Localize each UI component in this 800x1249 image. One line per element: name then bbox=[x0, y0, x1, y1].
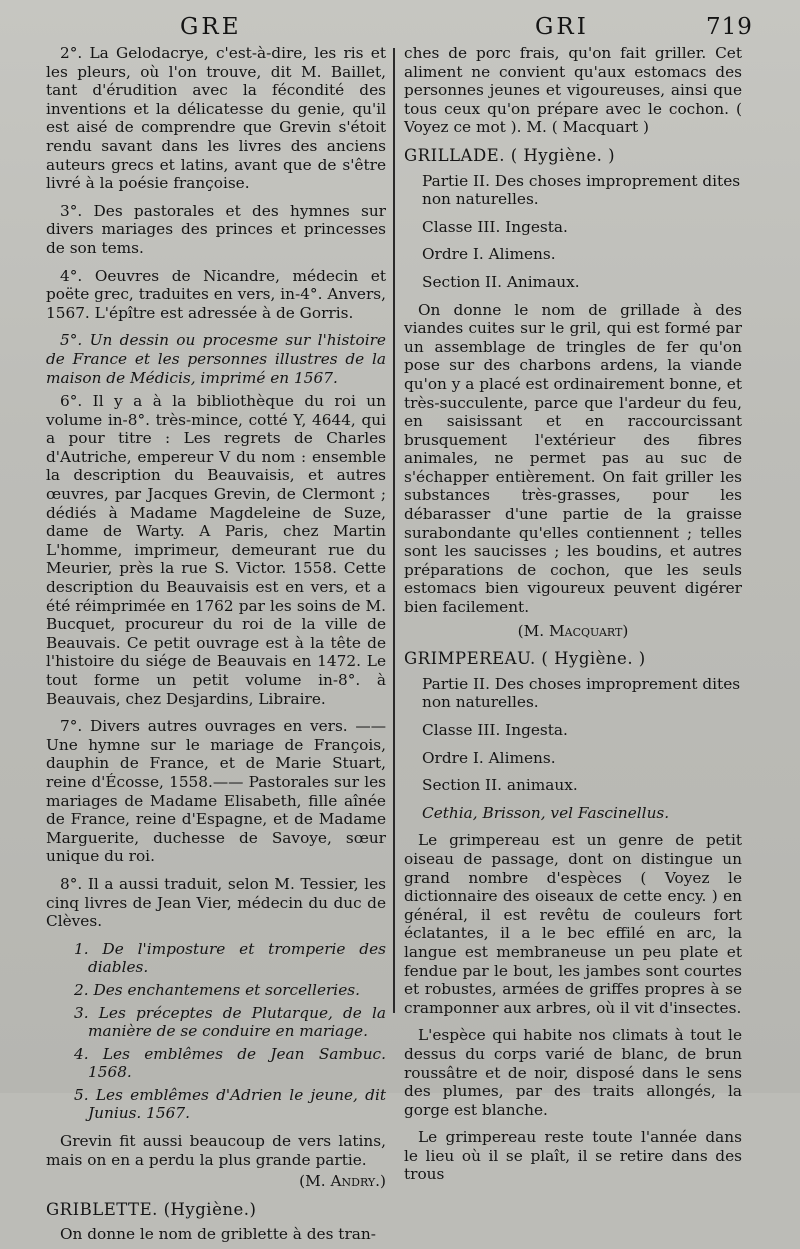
paragraph-espece: L'espèce qui habite nos climats à tout le dessus du corps varié de blanc, de brun roussâtre et de noir, disposé dans le sens des plumes, par des traits allongés, la gorge est blanche. bbox=[404, 1026, 742, 1119]
classification-classe: Classe III. Ingesta. bbox=[422, 217, 568, 236]
paragraph-habitat: Le grimpereau reste toute l'année dans le lieu où il se plaît, il se retire dans des trous bbox=[404, 1128, 742, 1184]
paragraph-traduit: 8°. Il a aussi traduit, selon M. Tessier, les cinq livres de Jean Vier, médecin du duc de Clèves. bbox=[46, 874, 386, 931]
classification-partie: Partie II. Des choses improprement dites non naturelles. bbox=[422, 674, 741, 712]
paragraph-grillade: On donne le nom de grillade à des viandes cuites sur le gril, qui est formé par un assemblage de tringles de fer qu'on pose sur des charbons ardens, la viande qu'on y a placé est ordinairement bonne, et très-succulente, parce que l'ardeur du feu, en saisissant et en raccourcissant brusquement l'extérieur des fibres animales, ne permet pas au suc de s'échapper entièrement. On fait griller les substances très-grasses, pour les débarasser d'une partie de la graisse surabondante qu'elles contiennent ; telles sont les saucisses ; les boudins, et autres préparations de cochon, que les seuls estomacs bien vigoureux peuvent digérer bien facilement. bbox=[404, 300, 742, 617]
paragraph-vers-latins: Grevin fit aussi beaucoup de vers latins, mais on en a perdu la plus grande partie. bbox=[46, 1132, 386, 1169]
list-item: 2. Des enchantemens et sorcelleries. bbox=[74, 980, 360, 999]
list-item: 5. Les emblêmes d'Adrien le jeune, dit Junius. 1567. bbox=[74, 1085, 386, 1123]
list-item: 4. Les emblêmes de Jean Sambuc. 1568. bbox=[74, 1044, 386, 1082]
entry-heading-griblette: GRIBLETTE. (Hygiène.) bbox=[46, 1199, 257, 1219]
entry-heading-grimpereau: GRIMPEREAU. ( Hygiène. ) bbox=[404, 649, 646, 669]
left-column bbox=[46, 44, 386, 1249]
column-divider bbox=[393, 48, 395, 1013]
author-signature: (M. Macquart) bbox=[517, 621, 629, 640]
classification-section: Section II. Animaux. bbox=[422, 272, 580, 291]
running-head-left: GRE bbox=[180, 14, 242, 40]
paragraph-pastorales: 3°. Des pastorales et des hymnes sur divers mariages des princes et princesses de son tems. bbox=[46, 201, 386, 257]
paragraph-grimpereau: Le grimpereau est un genre de petit oiseau de passage, dont on distingue un grand nombre d'espèces ( Voyez le dictionnaire des oiseaux de cette ency. ) en général, il est revêtu de couleurs fort éclatantes, il a le bec effilé en arc, la langue est membraneuse un peu plate et fendue par le bout, les jambes sont courtes et robustes, armées de griffes propres à se cramponner aux arbres, où il vit d'insectes. bbox=[404, 831, 742, 1017]
paragraph-gelodacrye: 2°. La Gelodacrye, c'est-à-dire, les ris et les pleurs, où l'on trouve, dit M. Baillet, tant d'érudition avec la fécondité des inventions et la délicatesse du genie, qu'il est aisé de comprendre que Grevin s'étoit rendu savant dans les livres des anciens auteurs grecs et latins, avant que de s'être livré à la poésie françoise. bbox=[46, 44, 386, 193]
right-column bbox=[404, 44, 742, 1189]
running-head-right: GRI bbox=[535, 14, 589, 40]
paragraph-nicandre: 4°. Oeuvres de Nicandre, médecin et poëte grec, traduites en vers, in-4°. Anvers, 1567. L'épître est adressée à de Gorris. bbox=[46, 266, 386, 322]
author-signature: (M. Andry.) bbox=[299, 1172, 386, 1191]
paragraph-griblette: On donne le nom de griblette à des tran- bbox=[60, 1225, 376, 1244]
paragraph-divers-ouvrages: 7°. Divers autres ouvrages en vers. —— Une hymne sur le mariage de François, dauphin de France, et de Marie Stuart, reine d'Écosse, 1558.—— Pastorales sur les mariages de Madame Elisabeth, fille aînée de France, reine d'Espagne, et de Madame Marguerite, duchesse de Savoye, sœur unique du roi. bbox=[46, 717, 386, 866]
paragraph-bibliotheque: 6°. Il y a à la bibliothèque du roi un volume in-8°. très-mince, cotté Y, 4644, qui a pour titre : Les regrets de Charles d'Autriche, empereur V du nom : ensemble la description du Beauvaisis, et autres œuvres, par Jacques Grevin, de Clermont ; dédiés à Madame Magdeleine de Suze, dame de Warty. A Paris, chez Martin L'homme, imprimeur, demeurant rue du Meurier, près la rue S. Victor. 1558. Cette description du Beauvaisis est en vers, et a été réimprimée en 1762 par les soins de M. Bucquet, procureur du roi de la ville de Beauvais. Ce petit ouvrage est à la tête de l'histoire du siége de Beauvais en 1472. Le tout forme un petit volume in-8°. à Beauvais, chez Desjardins, Libraire. bbox=[46, 392, 386, 708]
classification-section: Section II. animaux. bbox=[422, 776, 578, 795]
page-number: 719 bbox=[706, 14, 753, 40]
list-item: 3. Les préceptes de Plutarque, de la manière de se conduire en mariage. bbox=[74, 1003, 386, 1041]
classification-ordre: Ordre I. Alimens. bbox=[422, 748, 556, 767]
paragraph-dessin: 5°. Un dessin ou procesme sur l'histoire de France et les personnes illustres de la maison de Médicis, imprimé en 1567. bbox=[46, 331, 386, 387]
list-item: 1. De l'imposture et tromperie des diables. bbox=[74, 939, 386, 977]
running-header bbox=[0, 14, 800, 46]
classification-classe: Classe III. Ingesta. bbox=[422, 721, 568, 739]
entry-heading-grillade: GRILLADE. ( Hygiène. ) bbox=[404, 145, 616, 165]
classification-partie: Partie II. Des choses improprement dites non naturelles. bbox=[422, 171, 741, 209]
paragraph-griblette-continued: ches de porc frais, qu'on fait griller. Cet aliment ne convient qu'aux estomacs des personnes jeunes et vigoureuses, ainsi que tous ceux qu'on prépare avec le cochon. ( Voyez ce mot ). M. ( Macquart ) bbox=[404, 44, 742, 137]
classification-ordre: Ordre I. Alimens. bbox=[422, 245, 556, 264]
latin-name: Cethia, Brisson, vel Fascinellus. bbox=[422, 803, 670, 822]
